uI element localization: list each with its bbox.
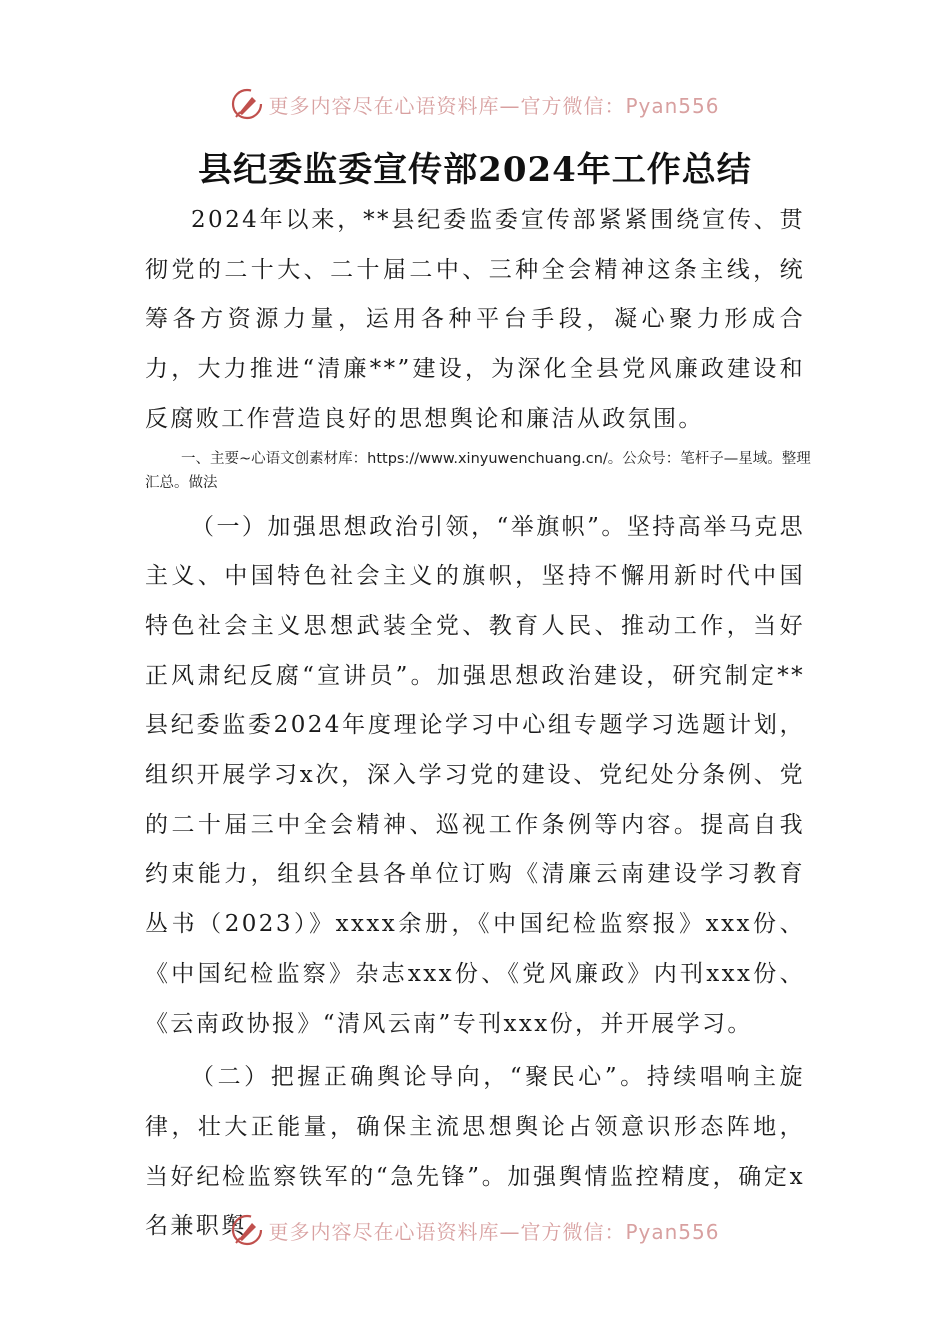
pen-nib-circle-icon	[230, 1213, 264, 1247]
header-watermark-banner	[0, 84, 950, 124]
banner-text: 更多内容尽在心语资料库—官方微信：Pyan556	[268, 93, 720, 118]
footer-watermark-banner	[0, 1210, 950, 1250]
item2-paragraph: （二）把握正确舆论导向，“聚民心”。持续唱响主旋律，壮大正能量，确保主流思想舆论占领意识形态阵地，当好纪检监察铁军的“急先锋”。加强舆情监控精度，确定x名兼职舆	[145, 1064, 805, 1240]
section-heading-note: 一、主要~心语文创素材库：https://www.xinyuwenchuang.cn/。公众号：笔杆子—星域。整理汇总。做法	[145, 450, 811, 491]
item1-paragraph: （一）加强思想政治引领，“举旗帜”。坚持高举马克思主义、中国特色社会主义的旗帜，坚持不懈用新时代中国特色社会主义思想武装全党、教育人民、推动工作，当好正风肃纪反腐“宣讲员”。加强思想政治建设，研究制定**县纪委监委2024年度理论学习中心组专题学习选题计划，组织开展学习x次，深入学习党的建设、党纪处分条例、党的二十届三中全会精神、巡视工作条例等内容。提高自我约束能力，组织全县各单位订购《清廉云南建设学习教育丛书（2023）》xxxx余册，《中国纪检监察报》xxx份、《中国纪检监察》杂志xxx份、《党风廉政》内刊xxx份、《云南政协报》“清风云南”专刊xxx份，并开展学习。	[145, 513, 805, 1037]
pen-nib-circle-icon	[230, 87, 264, 121]
document-title: 县纪委监委宣传部2024年工作总结	[198, 150, 752, 190]
intro-paragraph: 2024年以来，**县纪委监委宣传部紧紧围绕宣传、贯彻党的二十大、二十届二中、三种全会精神这条主线，统筹各方资源力量，运用各种平台手段，凝心聚力形成合力，大力推进“清廉**”建设，为深化全县党风廉政建设和反腐败工作营造良好的思想舆论和廉洁从政氛围。	[145, 207, 805, 432]
banner-text: 更多内容尽在心语资料库—官方微信：Pyan556	[268, 1219, 720, 1244]
document-body	[145, 196, 811, 1252]
